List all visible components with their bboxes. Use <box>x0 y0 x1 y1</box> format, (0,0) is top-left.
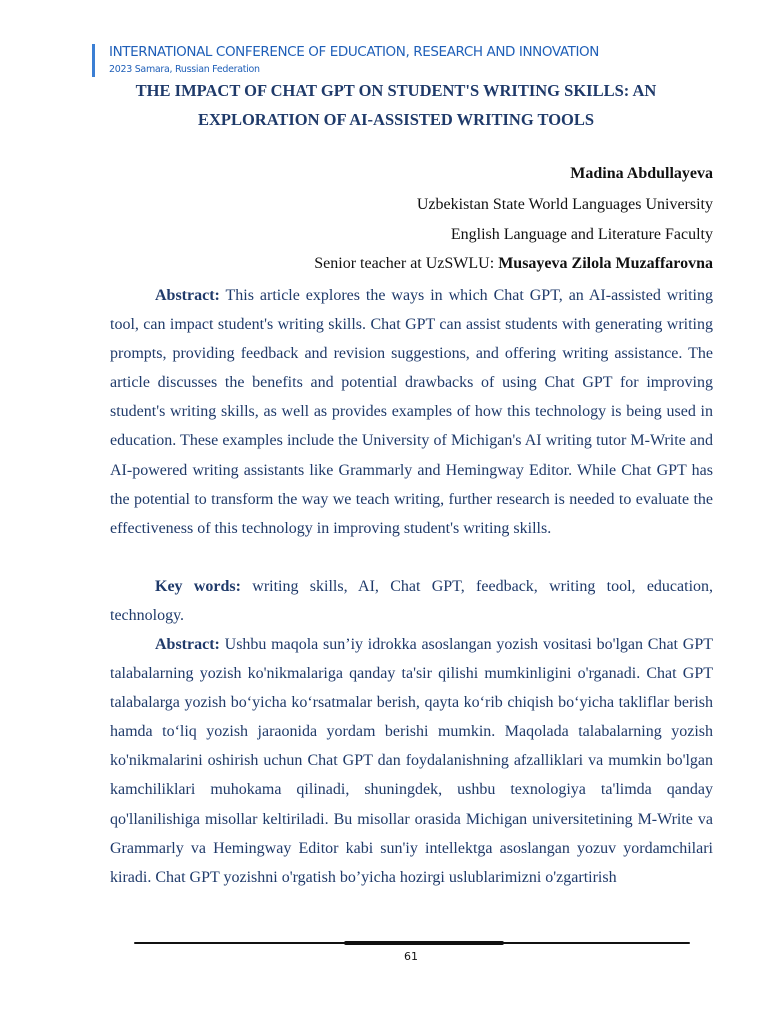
header-accent-bar <box>92 44 95 77</box>
conference-location: 2023 Samara, Russian Federation <box>109 64 260 75</box>
supervisor-line <box>314 255 713 273</box>
page-number: 61 <box>404 950 418 963</box>
footer-divider <box>134 942 690 944</box>
abstract-english-text: This article explores the ways in which Chat GPT, an AI-assisted writing tool, can impact student's writing skills. Chat GPT can assist students with generating writing prompts, providing feedback and revision suggestions, and offering writing assistance. The article discusses the benefits and potential drawbacks of using Chat GPT for improving student's writing skills, as well as provides examples of how this technology is being used in education. These examples include the University of Michigan's AI writing tutor M-Write and AI-powered writing assistants like Grammarly and Hemingway Editor. While Chat GPT has the potential to transform the way we teach writing, further research is needed to evaluate the effectiveness of this technology in improving student's writing skills. <box>110 287 713 537</box>
keywords-text: writing skills, AI, Chat GPT, feedback, writing tool, education, technology. <box>110 578 714 625</box>
paper-title-line-2: EXPLORATION OF AI-ASSISTED WRITING TOOLS <box>197 110 595 129</box>
keywords <box>110 572 713 630</box>
conference-title: INTERNATIONAL CONFERENCE OF EDUCATION, RESEARCH AND INNOVATION <box>109 44 599 60</box>
supervisor-prefix: Senior teacher at UzSWLU: <box>314 255 495 272</box>
paper-title-line-1: THE IMPACT OF CHAT GPT ON STUDENT'S WRITING SKILLS: AN <box>135 81 657 100</box>
abstract-uzbek-label: Abstract: <box>155 636 220 653</box>
abstract-english <box>110 281 713 543</box>
author-faculty: English Language and Literature Faculty <box>450 226 713 243</box>
abstract-uzbek-text: Ushbu maqola sun’iy idrokka asoslangan yozish vositasi bo'lgan Chat GPT talabalarning yozish ko'nikmalariga qanday ta'sir qilishi mumkinligini o'rganadi. Chat GPT talabalarga yozish bo‘yicha ko‘rsatmalar berish, qayta ko‘rib chiqish bo‘yicha takliflar berish hamda to‘liq yozish jaraonida yordam berishi mumkin. Maqolada talabalarning yozish ko'nikmalarini oshirish uchun Chat GPT dan foydalanishning afzalliklari va mumkin bo'lgan kamchiliklari muhokama qilinadi, shuningdek, ushbu texnologiya ta'limda qanday qo'llanilishiga misollar keltiriladi. Bu misollar orasida Michigan universitetining M-Write va Grammarly va Hemingway Editor kabi sun'iy intellektga asoslangan yozuv yordamchilari kiradi. Chat GPT yozishni o'rgatish bo’yicha hozirgi uslublarimizni o'zgartirish <box>110 636 713 886</box>
abstract-english-label: Abstract: <box>155 287 220 304</box>
supervisor-name: Musayeva Zilola Muzaffarovna <box>498 255 713 272</box>
author-name: Madina Abdullayeva <box>570 165 713 182</box>
paper-title <box>96 76 696 134</box>
keywords-label: Key words: <box>155 578 241 595</box>
author-university: Uzbekistan State World Languages University <box>416 196 713 213</box>
abstract-uzbek <box>110 630 713 892</box>
